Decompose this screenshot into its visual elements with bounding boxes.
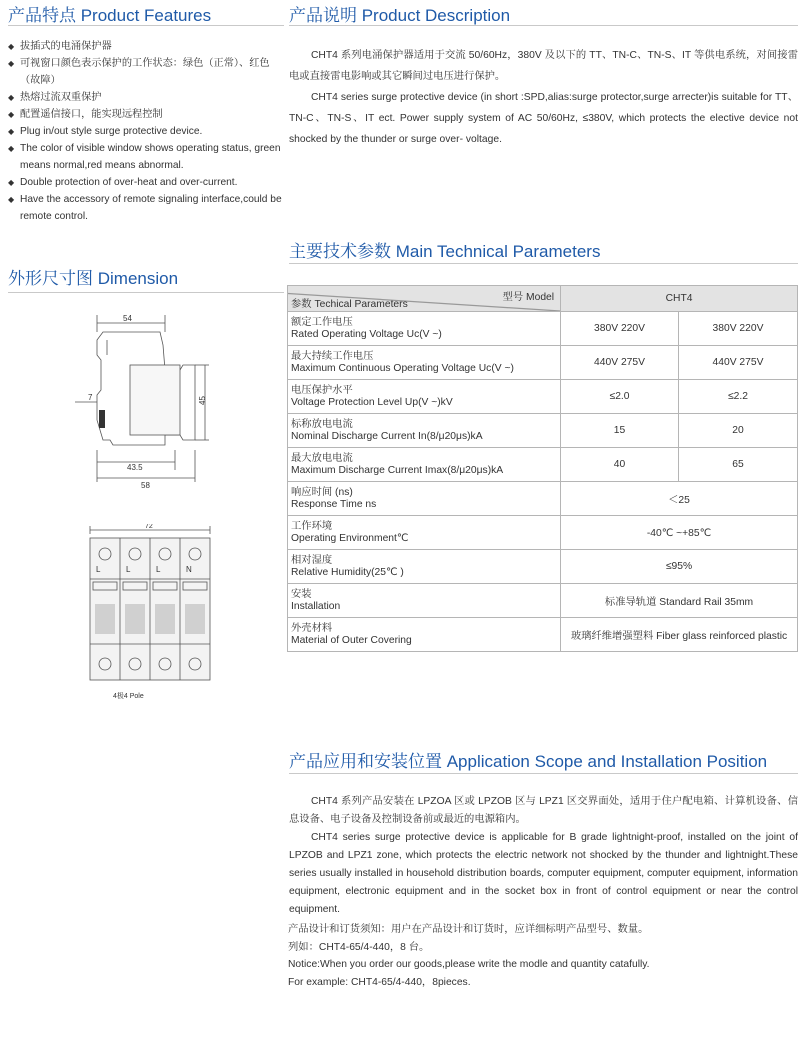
param-label [288,482,561,516]
feature-item: ◆ 拔插式的电涌保护器 [8,38,286,55]
param-cn: 工作环境 [291,520,333,532]
param-cn: 响应时间 (ns) [291,486,353,498]
pole-caption: 4极4 Pole [113,693,144,700]
features-title-rule [8,25,284,26]
param-en: Installation [291,600,341,612]
dim-label-top: 54 [123,314,132,323]
dim-label-left: 7 [88,393,93,402]
param-en: Relative Humidity(25℃ ) [291,566,404,578]
application-en: CHT4 series surge protective device is applicable for B grade lightnight-proof, installed on the joint of LPZOB and LPZ1 zone, which protects the electric network not shocked by the thunder and lightnight.These series usually installed in household distribution boards, computer equipment, computer equipment, information equipment, electronic equipment and in the socket box in front of control equipment or near the control equipment. [289,832,798,915]
description-cn: CHT4 系列电涌保护器适用于交流 50/60Hz，380V 及以下的 TT、TN-C、TN-S、IT 等供电系统，对间接雷电或直接雷电影响或其它瞬间过电压进行保护。 [289,50,798,82]
pole-width-label: 72 [145,524,153,530]
side-view-diagram [55,310,255,490]
param-label [288,346,561,380]
description-text [289,45,798,150]
param-cn: 标称放电电流 [291,418,353,430]
table-row [288,482,798,516]
order-note: 列如：CHT4-65/4-440，8 台。 [288,941,430,953]
param-value: ≤2.2 [679,380,798,414]
order-notes [288,921,650,991]
params-title: 主要技术参数 Main Technical Parameters [289,242,601,261]
pole-label: L [156,565,161,574]
dimension-title-rule [8,292,284,293]
table-row [288,414,798,448]
param-en: Maximum Continuous Operating Voltage Uc(V ~) [291,362,514,374]
dim-label-inner: 43.5 [127,463,143,472]
feature-item: ◆ The color of visible window shows operating status, green means normal,red means abnormal. [8,140,286,174]
param-value: ≤95% [561,550,798,584]
dim-label-height: 45 [198,396,207,405]
param-cn: 电压保护水平 [291,384,353,396]
header-corner-cell [288,286,561,312]
param-en: Voltage Protection Level Up(V ~)kV [291,396,453,408]
description-title: 产品说明 Product Description [289,6,511,25]
param-label [288,550,561,584]
param-value: -40℃ ~+85℃ [561,516,798,550]
param-value: 20 [679,414,798,448]
feature-item: ◆ Double protection of over-heat and over-current. [8,174,286,191]
table-row [288,312,798,346]
table-row [288,618,798,652]
param-value: 玻璃纤维增强塑料 Fiber glass reinforced plastic [561,618,798,652]
param-value: 440V 275V [679,346,798,380]
param-en: Material of Outer Covering [291,634,412,646]
pole-label: L [96,565,101,574]
param-label [288,312,561,346]
param-cn: 相对湿度 [291,554,333,566]
feature-item: ◆ 配置遥信接口，能实现远程控制 [8,106,286,123]
param-en: Nominal Discharge Current In(8/μ20μs)kA [291,430,483,442]
four-pole-diagram [85,524,215,704]
param-en: Rated Operating Voltage Uc(V ~) [291,328,442,340]
features-list [8,38,286,225]
application-title: 产品应用和安装位置 Application Scope and Installation Position [289,752,768,771]
param-value: 380V 220V [561,312,679,346]
pole-label: N [186,565,192,574]
param-value: 380V 220V [679,312,798,346]
table-row [288,584,798,618]
table-row [288,550,798,584]
rail-clip [99,410,105,428]
param-label [288,516,561,550]
param-cn: 最大放电电流 [291,452,353,464]
dim-label-bottom: 58 [141,481,150,490]
pole-label: L [126,565,131,574]
table-row [288,346,798,380]
feature-item: ◆ Have the accessory of remote signaling interface,could be remote control. [8,191,286,225]
params-title-rule [289,263,798,264]
table-row [288,516,798,550]
param-en: Maximum Discharge Current Imax(8/μ20μs)kA [291,464,504,476]
param-cn: 额定工作电压 [291,316,353,328]
header-param-label: 参数 Techical Parameters [291,299,408,310]
param-value: 标准导轨道 Standard Rail 35mm [561,584,798,618]
order-note: Notice:When you order our goods,please write the modle and quantity catafully. [288,959,650,970]
table-row [288,448,798,482]
dimension-title: 外形尺寸图 Dimension [8,269,179,288]
param-cn: 安装 [291,588,312,600]
param-value: 65 [679,448,798,482]
param-value: ≤2.0 [561,380,679,414]
description-title-rule [289,25,798,26]
feature-item: ◆ Plug in/out style surge protective device. [8,123,286,140]
table-header-row [288,286,798,312]
application-text [289,793,798,919]
param-en: Response Time ns [291,498,377,510]
param-label [288,414,561,448]
param-value: ＜25 [561,482,798,516]
param-value: 15 [561,414,679,448]
feature-item: ◆ 热熔过流双重保护 [8,89,286,106]
application-title-rule [289,773,798,774]
param-cn: 外壳材料 [291,622,333,634]
application-cn: CHT4 系列产品安装在 LPZOA 区或 LPZOB 区与 LPZ1 区交界面处，适用于住户配电箱、计算机设备、信息设备、电子设备及控制设备前或最近的电源箱内。 [289,796,798,825]
param-label [288,584,561,618]
param-label [288,380,561,414]
order-note: 产品设计和订货须知：用户在产品设计和订货时，应详细标明产品型号、数量。 [288,924,649,935]
param-value: 40 [561,448,679,482]
param-label [288,448,561,482]
header-model-label: 型号 Model [502,292,555,303]
description-en: CHT4 series surge protective device (in short :SPD,alias:surge protector,surge arrecter)is suitable for TT、TN-C、TN-S、IT ect. Power supply system of AC 50/60Hz, ≤380V, which protects the elective device not shocked by the thunder or surge over- voltage. [289,92,798,145]
table-row [288,380,798,414]
header-product: CHT4 [561,286,798,312]
param-label [288,618,561,652]
param-value: 440V 275V [561,346,679,380]
param-cn: 最大持续工作电压 [291,350,374,362]
parameters-table [287,285,798,652]
param-en: Operating Environment℃ [291,532,409,544]
feature-item: ◆ 可视窗口颜色表示保护的工作状态：绿色（正常）、红色（故障） [8,55,286,89]
features-title: 产品特点 Product Features [8,6,212,25]
order-note: For example: CHT4-65/4-440，8pieces. [288,976,471,988]
